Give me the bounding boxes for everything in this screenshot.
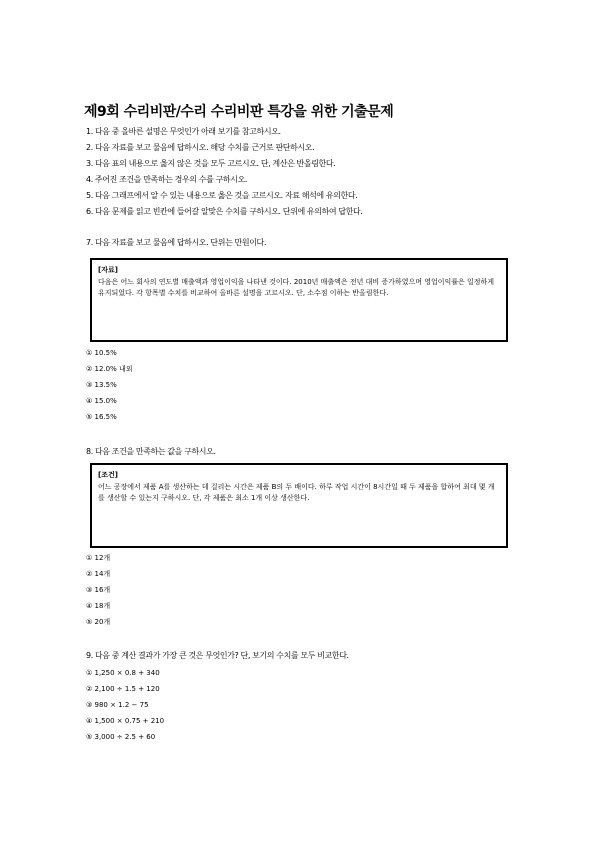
answer-option: ① 10.5% [86,349,117,357]
intro-line: 1. 다음 중 올바른 설명은 무엇인가 아래 보기를 참고하시오. [86,127,281,136]
answer-option: ② 12.0% 내외 [86,365,133,373]
answer-option: ⑤ 3,000 ÷ 2.5 + 60 [86,733,156,741]
answer-option: ③ 13.5% [86,381,117,389]
question-prompt: 7. 다음 자료를 보고 물음에 답하시오. 단위는 만원이다. [86,238,267,247]
question-prompt: 8. 다음 조건을 만족하는 값을 구하시오. [86,447,216,456]
answer-option: ④ 15.0% [86,397,117,405]
answer-option: ③ 980 × 1.2 − 75 [86,701,149,709]
answer-option: ⑤ 20개 [86,618,111,626]
box-header: [조건] [98,471,118,479]
page-title: 제9회 수리비판/수리 수리비판 특강을 위한 기출문제 [84,104,394,120]
box-header: [자료] [98,266,118,274]
answer-option: ③ 16개 [86,586,111,594]
answer-option: ④ 1,500 × 0.75 + 210 [86,717,165,725]
question-box [90,463,508,548]
intro-line: 3. 다음 표의 내용으로 옳지 않은 것을 모두 고르시오. 단, 계산은 반올림한다. [86,159,336,168]
question-box [90,258,508,342]
answer-option: ① 12개 [86,554,111,562]
answer-option: ② 14개 [86,570,111,578]
intro-line: 5. 다음 그래프에서 알 수 있는 내용으로 옳은 것을 고르시오. 자료 해석에 유의한다. [86,191,358,200]
intro-line: 6. 다음 문제를 읽고 빈칸에 들어갈 알맞은 수치를 구하시오. 단위에 유의하여 답한다. [86,207,363,216]
intro-line: 2. 다음 자료를 보고 물음에 답하시오. 해당 수치를 근거로 판단하시오. [86,143,315,152]
answer-option: ① 1,250 × 0.8 + 340 [86,669,160,677]
box-text: 어느 공장에서 제품 A를 생산하는 데 걸리는 시간은 제품 B의 두 배이다. 하루 작업 시간이 8시간일 때 두 제품을 합하여 최대 몇 개를 생산할 수 있는지 구하시오. 단, 각 제품은 최소 1개 이상 생산한다. [98,483,495,502]
question-prompt: 9. 다음 중 계산 결과가 가장 큰 것은 무엇인가? 단, 보기의 수치를 모두 비교한다. [86,651,349,660]
intro-line: 4. 주어진 조건을 만족하는 경우의 수를 구하시오. [86,175,248,184]
answer-option: ⑤ 16.5% [86,413,117,421]
answer-option: ④ 18개 [86,602,111,610]
answer-option: ② 2,100 ÷ 1.5 + 120 [86,685,160,693]
box-text: 다음은 어느 회사의 연도별 매출액과 영업이익을 나타낸 것이다. 2010년 매출액은 전년 대비 증가하였으며 영업이익률은 일정하게 유지되었다. 각 항목별 수치를 비교하여 올바른 설명을 고르시오. 단, 소수점 이하는 반올림한다. [98,278,495,297]
